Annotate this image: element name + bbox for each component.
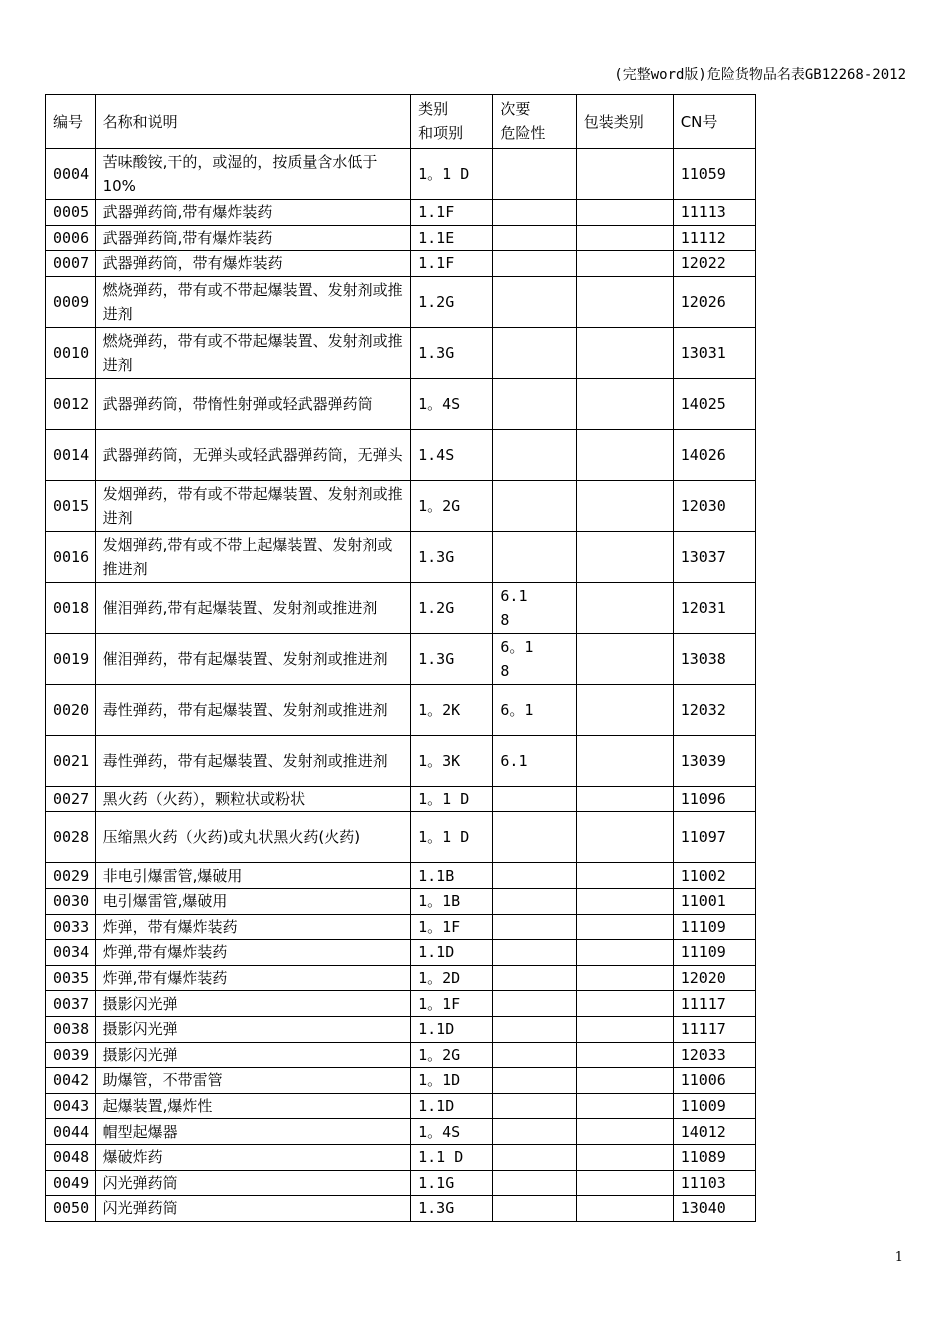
cell-cn-number: 12031 xyxy=(673,582,755,633)
subsidiary-risk-value: 8 xyxy=(500,610,510,629)
cell-subsidiary-risk xyxy=(493,1016,576,1042)
cell-packing-group xyxy=(576,378,673,429)
col-header-class: 类别 和项别 xyxy=(411,95,493,149)
cell-id: 0019 xyxy=(46,633,96,684)
cell-class: 1。2D xyxy=(411,965,493,991)
col-header-cn-number: CN号 xyxy=(673,95,755,149)
cell-subsidiary-risk xyxy=(493,251,576,277)
cell-subsidiary-risk xyxy=(493,225,576,251)
subsidiary-risk-value: 8 xyxy=(500,661,510,680)
cell-id: 0037 xyxy=(46,991,96,1017)
table-row xyxy=(46,1196,756,1222)
cell-subsidiary-risk xyxy=(493,863,576,889)
table-header-row xyxy=(46,95,756,149)
cell-class: 1.1D xyxy=(411,1016,493,1042)
subsidiary-risk-value: 6.1 xyxy=(500,586,528,605)
cell-cn-number: 11112 xyxy=(673,225,755,251)
cell-subsidiary-risk xyxy=(493,149,576,200)
cell-cn-number: 11059 xyxy=(673,149,755,200)
cell-cn-number: 11113 xyxy=(673,200,755,226)
cell-name: 毒性弹药，带有起爆装置、发射剂或推进剂 xyxy=(95,684,411,735)
cell-name: 发烟弹药，带有或不带起爆装置、发射剂或推进剂 xyxy=(95,480,411,531)
cell-name: 爆破炸药 xyxy=(95,1144,411,1170)
cell-packing-group xyxy=(576,1119,673,1145)
cell-packing-group xyxy=(576,1042,673,1068)
cell-id: 0027 xyxy=(46,786,96,812)
table-row xyxy=(46,531,756,582)
cell-packing-group xyxy=(576,429,673,480)
cell-id: 0014 xyxy=(46,429,96,480)
cell-id: 0020 xyxy=(46,684,96,735)
table-row xyxy=(46,582,756,633)
cell-class: 1。1F xyxy=(411,991,493,1017)
cell-class: 1。1 D xyxy=(411,812,493,863)
cell-cn-number: 11117 xyxy=(673,1016,755,1042)
cell-cn-number: 12020 xyxy=(673,965,755,991)
table-row xyxy=(46,378,756,429)
cell-id: 0010 xyxy=(46,327,96,378)
cell-subsidiary-risk xyxy=(493,429,576,480)
cell-cn-number: 12032 xyxy=(673,684,755,735)
cell-packing-group xyxy=(576,786,673,812)
cell-name: 燃烧弹药，带有或不带起爆装置、发射剂或推进剂 xyxy=(95,276,411,327)
cell-subsidiary-risk xyxy=(493,327,576,378)
cell-class: 1.1D xyxy=(411,940,493,966)
cell-name: 压缩黑火药（火药)或丸状黑火药(火药) xyxy=(95,812,411,863)
cell-id: 0030 xyxy=(46,888,96,914)
cell-name: 燃烧弹药，带有或不带起爆装置、发射剂或推进剂 xyxy=(95,327,411,378)
table-row xyxy=(46,1016,756,1042)
cell-subsidiary-risk xyxy=(493,200,576,226)
cell-packing-group xyxy=(576,684,673,735)
cell-class: 1.3G xyxy=(411,1196,493,1222)
cell-class: 1。4S xyxy=(411,1119,493,1145)
cell-packing-group xyxy=(576,1144,673,1170)
cell-subsidiary-risk xyxy=(493,1119,576,1145)
cell-cn-number: 11097 xyxy=(673,812,755,863)
cell-packing-group xyxy=(576,276,673,327)
cell-cn-number: 14026 xyxy=(673,429,755,480)
cell-class: 1。1B xyxy=(411,888,493,914)
cell-name: 炸弹，带有爆炸装药 xyxy=(95,914,411,940)
table-row xyxy=(46,480,756,531)
cell-class: 1.1F xyxy=(411,251,493,277)
cell-cn-number: 13031 xyxy=(673,327,755,378)
col-header-name: 名称和说明 xyxy=(95,95,411,149)
cell-cn-number: 12022 xyxy=(673,251,755,277)
table-row xyxy=(46,812,756,863)
table-row xyxy=(46,684,756,735)
cell-id: 0005 xyxy=(46,200,96,226)
cell-packing-group xyxy=(576,940,673,966)
cell-id: 0016 xyxy=(46,531,96,582)
cell-class: 1。1 D xyxy=(411,786,493,812)
cell-packing-group xyxy=(576,1170,673,1196)
cell-cn-number: 11109 xyxy=(673,940,755,966)
cell-id: 0049 xyxy=(46,1170,96,1196)
cell-packing-group xyxy=(576,914,673,940)
cell-subsidiary-risk xyxy=(493,914,576,940)
cell-name: 非电引爆雷管,爆破用 xyxy=(95,863,411,889)
cell-class: 1.3G xyxy=(411,633,493,684)
cell-subsidiary-risk xyxy=(493,1170,576,1196)
cell-class: 1。4S xyxy=(411,378,493,429)
col-header-id: 编号 xyxy=(46,95,96,149)
cell-cn-number: 11103 xyxy=(673,1170,755,1196)
cell-subsidiary-risk xyxy=(493,735,576,786)
subsidiary-risk-value: 6.1 xyxy=(500,751,528,770)
cell-subsidiary-risk xyxy=(493,812,576,863)
cell-packing-group xyxy=(576,200,673,226)
cell-id: 0044 xyxy=(46,1119,96,1145)
cell-packing-group xyxy=(576,1196,673,1222)
cell-packing-group xyxy=(576,531,673,582)
cell-name: 发烟弹药,带有或不带上起爆装置、发射剂或推进剂 xyxy=(95,531,411,582)
cell-packing-group xyxy=(576,251,673,277)
cell-name: 助爆管，不带雷管 xyxy=(95,1068,411,1094)
cell-name: 起爆装置,爆炸性 xyxy=(95,1093,411,1119)
cell-class: 1.3G xyxy=(411,327,493,378)
cell-cn-number: 11109 xyxy=(673,914,755,940)
cell-class: 1.1B xyxy=(411,863,493,889)
cell-class: 1。1 D xyxy=(411,149,493,200)
cell-class: 1.2G xyxy=(411,276,493,327)
cell-cn-number: 14012 xyxy=(673,1119,755,1145)
table-row xyxy=(46,327,756,378)
table-row xyxy=(46,1068,756,1094)
cell-id: 0050 xyxy=(46,1196,96,1222)
cell-subsidiary-risk xyxy=(493,378,576,429)
cell-class: 1.1G xyxy=(411,1170,493,1196)
table-row xyxy=(46,200,756,226)
cell-id: 0004 xyxy=(46,149,96,200)
cell-id: 0029 xyxy=(46,863,96,889)
cell-class: 1.2G xyxy=(411,582,493,633)
cell-name: 炸弹,带有爆炸装药 xyxy=(95,940,411,966)
cell-subsidiary-risk xyxy=(493,991,576,1017)
cell-class: 1.1F xyxy=(411,200,493,226)
cell-packing-group xyxy=(576,991,673,1017)
cell-class: 1。2K xyxy=(411,684,493,735)
cell-cn-number: 13037 xyxy=(673,531,755,582)
table-row xyxy=(46,914,756,940)
cell-packing-group xyxy=(576,735,673,786)
cell-id: 0033 xyxy=(46,914,96,940)
cell-name: 闪光弹药筒 xyxy=(95,1170,411,1196)
cell-subsidiary-risk xyxy=(493,1144,576,1170)
cell-class: 1。2G xyxy=(411,1042,493,1068)
cell-class: 1。3K xyxy=(411,735,493,786)
col-header-subsidiary-risk: 次要 危险性 xyxy=(493,95,576,149)
cell-cn-number: 13039 xyxy=(673,735,755,786)
subsidiary-risk-value: 6。1 xyxy=(500,637,534,656)
cell-subsidiary-risk xyxy=(493,1093,576,1119)
cell-cn-number: 13038 xyxy=(673,633,755,684)
cell-packing-group xyxy=(576,812,673,863)
cell-name: 摄影闪光弹 xyxy=(95,1042,411,1068)
cell-packing-group xyxy=(576,582,673,633)
cell-subsidiary-risk xyxy=(493,940,576,966)
cell-id: 0042 xyxy=(46,1068,96,1094)
cell-subsidiary-risk xyxy=(493,684,576,735)
cell-name: 催泪弹药，带有起爆装置、发射剂或推进剂 xyxy=(95,633,411,684)
table-row xyxy=(46,276,756,327)
cell-subsidiary-risk xyxy=(493,1042,576,1068)
table-row xyxy=(46,888,756,914)
cell-name: 黑火药（火药），颗粒状或粉状 xyxy=(95,786,411,812)
dangerous-goods-table xyxy=(45,94,756,1222)
cell-packing-group xyxy=(576,888,673,914)
cell-id: 0021 xyxy=(46,735,96,786)
cell-packing-group xyxy=(576,1093,673,1119)
cell-class: 1。2G xyxy=(411,480,493,531)
cell-id: 0018 xyxy=(46,582,96,633)
cell-subsidiary-risk xyxy=(493,1068,576,1094)
cell-cn-number: 11117 xyxy=(673,991,755,1017)
cell-id: 0038 xyxy=(46,1016,96,1042)
cell-cn-number: 11001 xyxy=(673,888,755,914)
cell-subsidiary-risk xyxy=(493,531,576,582)
table-row xyxy=(46,1170,756,1196)
cell-name: 摄影闪光弹 xyxy=(95,991,411,1017)
cell-cn-number: 12026 xyxy=(673,276,755,327)
cell-name: 毒性弹药，带有起爆装置、发射剂或推进剂 xyxy=(95,735,411,786)
cell-cn-number: 13040 xyxy=(673,1196,755,1222)
cell-cn-number: 14025 xyxy=(673,378,755,429)
cell-packing-group xyxy=(576,965,673,991)
cell-id: 0015 xyxy=(46,480,96,531)
cell-name: 武器弹药筒,带有爆炸装药 xyxy=(95,200,411,226)
cell-name: 催泪弹药,带有起爆装置、发射剂或推进剂 xyxy=(95,582,411,633)
table-row xyxy=(46,633,756,684)
cell-name: 炸弹,带有爆炸装药 xyxy=(95,965,411,991)
cell-name: 武器弹药筒，带有爆炸装药 xyxy=(95,251,411,277)
cell-name: 武器弹药筒，带惰性射弹或轻武器弹药筒 xyxy=(95,378,411,429)
cell-id: 0034 xyxy=(46,940,96,966)
table-row xyxy=(46,1042,756,1068)
cell-name: 闪光弹药筒 xyxy=(95,1196,411,1222)
table-row xyxy=(46,786,756,812)
cell-cn-number: 11006 xyxy=(673,1068,755,1094)
cell-packing-group xyxy=(576,863,673,889)
cell-subsidiary-risk xyxy=(493,888,576,914)
cell-subsidiary-risk xyxy=(493,1196,576,1222)
cell-id: 0035 xyxy=(46,965,96,991)
table-row xyxy=(46,965,756,991)
table-row xyxy=(46,863,756,889)
cell-name: 武器弹药筒，无弹头或轻武器弹药筒，无弹头 xyxy=(95,429,411,480)
table-row xyxy=(46,251,756,277)
table-row xyxy=(46,1093,756,1119)
table-row xyxy=(46,735,756,786)
cell-name: 电引爆雷管,爆破用 xyxy=(95,888,411,914)
cell-packing-group xyxy=(576,480,673,531)
cell-name: 苦味酸铵,干的，或湿的，按质量含水低于10% xyxy=(95,149,411,200)
table-row xyxy=(46,940,756,966)
cell-class: 1.4S xyxy=(411,429,493,480)
cell-subsidiary-risk xyxy=(493,633,576,684)
cell-cn-number: 11089 xyxy=(673,1144,755,1170)
cell-cn-number: 12030 xyxy=(673,480,755,531)
cell-name: 武器弹药筒,带有爆炸装药 xyxy=(95,225,411,251)
cell-class: 1。1D xyxy=(411,1068,493,1094)
table-row xyxy=(46,225,756,251)
cell-class: 1.3G xyxy=(411,531,493,582)
table-row xyxy=(46,991,756,1017)
cell-class: 1.1D xyxy=(411,1093,493,1119)
cell-packing-group xyxy=(576,633,673,684)
cell-cn-number: 11009 xyxy=(673,1093,755,1119)
cell-class: 1。1F xyxy=(411,914,493,940)
cell-cn-number: 11096 xyxy=(673,786,755,812)
cell-id: 0009 xyxy=(46,276,96,327)
table-row xyxy=(46,149,756,200)
cell-cn-number: 12033 xyxy=(673,1042,755,1068)
cell-packing-group xyxy=(576,1068,673,1094)
cell-subsidiary-risk xyxy=(493,582,576,633)
col-header-packing-group: 包装类别 xyxy=(576,95,673,149)
cell-class: 1.1E xyxy=(411,225,493,251)
cell-name: 摄影闪光弹 xyxy=(95,1016,411,1042)
cell-subsidiary-risk xyxy=(493,786,576,812)
table-row xyxy=(46,429,756,480)
cell-id: 0028 xyxy=(46,812,96,863)
cell-packing-group xyxy=(576,149,673,200)
cell-id: 0043 xyxy=(46,1093,96,1119)
table-row xyxy=(46,1144,756,1170)
page-number: 1 xyxy=(894,1250,903,1265)
cell-packing-group xyxy=(576,1016,673,1042)
cell-subsidiary-risk xyxy=(493,965,576,991)
cell-id: 0039 xyxy=(46,1042,96,1068)
subsidiary-risk-value: 6。1 xyxy=(500,700,534,719)
cell-packing-group xyxy=(576,225,673,251)
cell-id: 0048 xyxy=(46,1144,96,1170)
cell-subsidiary-risk xyxy=(493,276,576,327)
cell-id: 0006 xyxy=(46,225,96,251)
cell-packing-group xyxy=(576,327,673,378)
cell-class: 1.1 D xyxy=(411,1144,493,1170)
cell-id: 0012 xyxy=(46,378,96,429)
document-header: (完整word版)危险货物品名表GB12268-2012 xyxy=(614,67,906,83)
cell-id: 0007 xyxy=(46,251,96,277)
table-row xyxy=(46,1119,756,1145)
cell-name: 帽型起爆器 xyxy=(95,1119,411,1145)
cell-subsidiary-risk xyxy=(493,480,576,531)
cell-cn-number: 11002 xyxy=(673,863,755,889)
